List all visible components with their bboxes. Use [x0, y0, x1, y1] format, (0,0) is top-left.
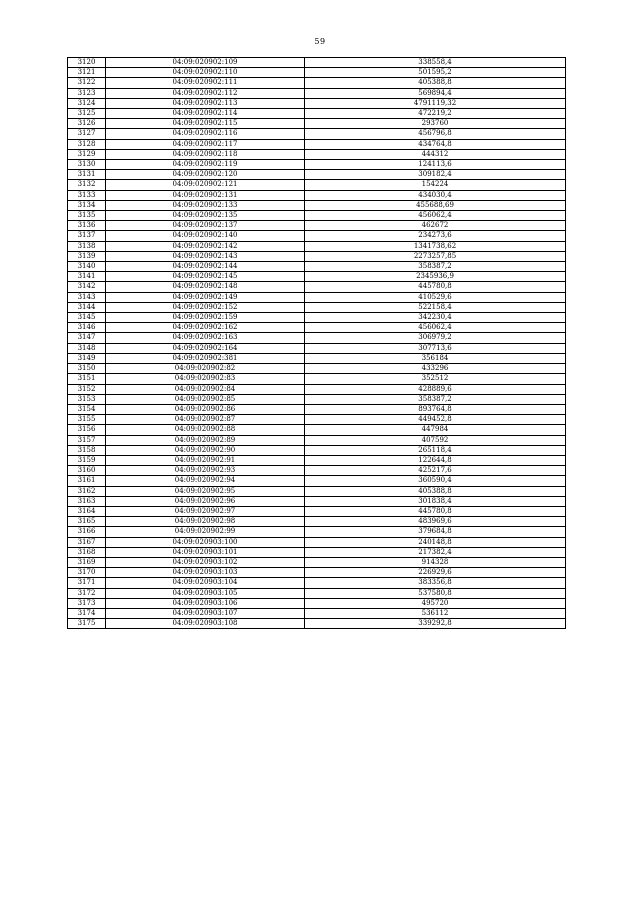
- cadastral-number-cell: 04:09:020903:107: [106, 608, 305, 618]
- value-cell: 217382,4: [305, 547, 566, 557]
- value-cell: 434764,8: [305, 139, 566, 149]
- value-cell: 293760: [305, 119, 566, 129]
- cadastral-number-cell: 04:09:020902:149: [106, 292, 305, 302]
- row-index-cell: 3149: [68, 353, 106, 363]
- row-index-cell: 3128: [68, 139, 106, 149]
- table-row: [68, 170, 566, 180]
- value-cell: 425217,6: [305, 466, 566, 476]
- table-row: [68, 58, 566, 68]
- row-index-cell: 3152: [68, 384, 106, 394]
- row-index-cell: 3130: [68, 160, 106, 170]
- value-cell: 240148,8: [305, 537, 566, 547]
- table-row: [68, 517, 566, 527]
- table-row: [68, 496, 566, 506]
- cadastral-number-cell: 04:09:020902:110: [106, 68, 305, 78]
- value-cell: 383356,8: [305, 578, 566, 588]
- row-index-cell: 3134: [68, 200, 106, 210]
- row-index-cell: 3139: [68, 251, 106, 261]
- value-cell: 309182,4: [305, 170, 566, 180]
- table-row: [68, 98, 566, 108]
- row-index-cell: 3150: [68, 364, 106, 374]
- table-row: [68, 353, 566, 363]
- table-row: [68, 404, 566, 414]
- cadastral-number-cell: 04:09:020902:131: [106, 190, 305, 200]
- table-row: [68, 139, 566, 149]
- table-row: [68, 435, 566, 445]
- row-index-cell: 3164: [68, 506, 106, 516]
- value-cell: 154224: [305, 180, 566, 190]
- table-row: [68, 333, 566, 343]
- cadastral-number-cell: 04:09:020902:91: [106, 455, 305, 465]
- cadastral-number-cell: 04:09:020902:109: [106, 58, 305, 68]
- cadastral-number-cell: 04:09:020902:162: [106, 323, 305, 333]
- cadastral-number-cell: 04:09:020902:111: [106, 78, 305, 88]
- cadastral-number-cell: 04:09:020902:164: [106, 343, 305, 353]
- table-row: [68, 221, 566, 231]
- row-index-cell: 3124: [68, 98, 106, 108]
- cadastral-number-cell: 04:09:020902:135: [106, 211, 305, 221]
- value-cell: 445780,8: [305, 506, 566, 516]
- table-row: [68, 394, 566, 404]
- value-cell: 472219,2: [305, 109, 566, 119]
- table-row: [68, 425, 566, 435]
- row-index-cell: 3158: [68, 445, 106, 455]
- row-index-cell: 3156: [68, 425, 106, 435]
- row-index-cell: 3133: [68, 190, 106, 200]
- value-cell: 456062,4: [305, 323, 566, 333]
- cadastral-number-cell: 04:09:020902:98: [106, 517, 305, 527]
- row-index-cell: 3121: [68, 68, 106, 78]
- value-cell: 4791119,32: [305, 98, 566, 108]
- table-row: [68, 180, 566, 190]
- cadastral-number-cell: 04:09:020903:100: [106, 537, 305, 547]
- table-row: [68, 578, 566, 588]
- table-row: [68, 343, 566, 353]
- table-row: [68, 466, 566, 476]
- row-index-cell: 3160: [68, 466, 106, 476]
- row-index-cell: 3141: [68, 272, 106, 282]
- value-cell: 342230,4: [305, 313, 566, 323]
- table-row: [68, 415, 566, 425]
- row-index-cell: 3147: [68, 333, 106, 343]
- value-cell: 447984: [305, 425, 566, 435]
- cadastral-number-cell: 04:09:020903:102: [106, 557, 305, 567]
- table-row: [68, 598, 566, 608]
- cadastral-number-cell: 04:09:020902:116: [106, 129, 305, 139]
- value-cell: 2273257,85: [305, 251, 566, 261]
- cadastral-number-cell: 04:09:020903:108: [106, 619, 305, 629]
- value-cell: 410529,6: [305, 292, 566, 302]
- value-cell: 914328: [305, 557, 566, 567]
- row-index-cell: 3170: [68, 568, 106, 578]
- value-cell: 462672: [305, 221, 566, 231]
- row-index-cell: 3155: [68, 415, 106, 425]
- row-index-cell: 3122: [68, 78, 106, 88]
- table-row: [68, 557, 566, 567]
- cadastral-number-cell: 04:09:020902:137: [106, 221, 305, 231]
- table-row: [68, 619, 566, 629]
- cadastral-number-cell: 04:09:020902:90: [106, 445, 305, 455]
- row-index-cell: 3146: [68, 323, 106, 333]
- table-row: [68, 313, 566, 323]
- value-cell: 449452,8: [305, 415, 566, 425]
- row-index-cell: 3136: [68, 221, 106, 231]
- table-row: [68, 568, 566, 578]
- table-row: [68, 292, 566, 302]
- table-row: [68, 160, 566, 170]
- value-cell: 122644,8: [305, 455, 566, 465]
- registry-table: [67, 57, 566, 629]
- cadastral-number-cell: 04:09:020902:140: [106, 231, 305, 241]
- value-cell: 428889,6: [305, 384, 566, 394]
- row-index-cell: 3132: [68, 180, 106, 190]
- table-row: [68, 251, 566, 261]
- value-cell: 301838,4: [305, 496, 566, 506]
- cadastral-number-cell: 04:09:020902:82: [106, 364, 305, 374]
- value-cell: 405388,8: [305, 486, 566, 496]
- table-row: [68, 119, 566, 129]
- cadastral-number-cell: 04:09:020902:96: [106, 496, 305, 506]
- table-row: [68, 88, 566, 98]
- row-index-cell: 3168: [68, 547, 106, 557]
- row-index-cell: 3157: [68, 435, 106, 445]
- table-row: [68, 262, 566, 272]
- cadastral-number-cell: 04:09:020902:114: [106, 109, 305, 119]
- row-index-cell: 3171: [68, 578, 106, 588]
- table-row: [68, 211, 566, 221]
- table-row: [68, 506, 566, 516]
- cadastral-number-cell: 04:09:020902:152: [106, 302, 305, 312]
- table-row: [68, 547, 566, 557]
- row-index-cell: 3126: [68, 119, 106, 129]
- cadastral-number-cell: 04:09:020902:89: [106, 435, 305, 445]
- row-index-cell: 3138: [68, 241, 106, 251]
- cadastral-number-cell: 04:09:020902:159: [106, 313, 305, 323]
- row-index-cell: 3123: [68, 88, 106, 98]
- value-cell: 405388,8: [305, 78, 566, 88]
- row-index-cell: 3135: [68, 211, 106, 221]
- value-cell: 483969,6: [305, 517, 566, 527]
- value-cell: 379684,8: [305, 527, 566, 537]
- cadastral-number-cell: 04:09:020902:133: [106, 200, 305, 210]
- table-row: [68, 537, 566, 547]
- value-cell: 226929,6: [305, 568, 566, 578]
- value-cell: 234273,6: [305, 231, 566, 241]
- table-row: [68, 384, 566, 394]
- cadastral-number-cell: 04:09:020902:83: [106, 374, 305, 384]
- cadastral-number-cell: 04:09:020902:93: [106, 466, 305, 476]
- row-index-cell: 3166: [68, 527, 106, 537]
- cadastral-number-cell: 04:09:020902:143: [106, 251, 305, 261]
- cadastral-number-cell: 04:09:020902:87: [106, 415, 305, 425]
- row-index-cell: 3145: [68, 313, 106, 323]
- cadastral-number-cell: 04:09:020902:163: [106, 333, 305, 343]
- value-cell: 444312: [305, 149, 566, 159]
- cadastral-number-cell: 04:09:020902:117: [106, 139, 305, 149]
- cadastral-number-cell: 04:09:020903:103: [106, 568, 305, 578]
- row-index-cell: 3153: [68, 394, 106, 404]
- value-cell: 2345936,9: [305, 272, 566, 282]
- table-row: [68, 149, 566, 159]
- value-cell: 407592: [305, 435, 566, 445]
- value-cell: 339292,8: [305, 619, 566, 629]
- cadastral-number-cell: 04:09:020903:101: [106, 547, 305, 557]
- value-cell: 434030,4: [305, 190, 566, 200]
- row-index-cell: 3162: [68, 486, 106, 496]
- cadastral-number-cell: 04:09:020902:118: [106, 149, 305, 159]
- table-row: [68, 68, 566, 78]
- cadastral-number-cell: 04:09:020902:113: [106, 98, 305, 108]
- row-index-cell: 3161: [68, 476, 106, 486]
- value-cell: 569894,4: [305, 88, 566, 98]
- row-index-cell: 3167: [68, 537, 106, 547]
- value-cell: 536112: [305, 608, 566, 618]
- row-index-cell: 3144: [68, 302, 106, 312]
- cadastral-number-cell: 04:09:020902:121: [106, 180, 305, 190]
- cadastral-number-cell: 04:09:020902:97: [106, 506, 305, 516]
- value-cell: 352512: [305, 374, 566, 384]
- cadastral-number-cell: 04:09:020902:142: [106, 241, 305, 251]
- row-index-cell: 3175: [68, 619, 106, 629]
- table-row: [68, 486, 566, 496]
- value-cell: 338558,4: [305, 58, 566, 68]
- table-row: [68, 282, 566, 292]
- cadastral-number-cell: 04:09:020903:106: [106, 598, 305, 608]
- cadastral-number-cell: 04:09:020902:84: [106, 384, 305, 394]
- table-row: [68, 455, 566, 465]
- cadastral-number-cell: 04:09:020902:88: [106, 425, 305, 435]
- registry-table-body: [68, 58, 566, 629]
- cadastral-number-cell: 04:09:020902:144: [106, 262, 305, 272]
- table-row: [68, 241, 566, 251]
- cadastral-number-cell: 04:09:020902:148: [106, 282, 305, 292]
- row-index-cell: 3143: [68, 292, 106, 302]
- table-row: [68, 231, 566, 241]
- value-cell: 124113,6: [305, 160, 566, 170]
- value-cell: 537580,8: [305, 588, 566, 598]
- cadastral-number-cell: 04:09:020902:381: [106, 353, 305, 363]
- row-index-cell: 3120: [68, 58, 106, 68]
- value-cell: 265118,4: [305, 445, 566, 455]
- row-index-cell: 3140: [68, 262, 106, 272]
- row-index-cell: 3125: [68, 109, 106, 119]
- row-index-cell: 3159: [68, 455, 106, 465]
- table-row: [68, 527, 566, 537]
- value-cell: 1341738,62: [305, 241, 566, 251]
- value-cell: 893764,8: [305, 404, 566, 414]
- value-cell: 358387,2: [305, 262, 566, 272]
- row-index-cell: 3131: [68, 170, 106, 180]
- table-row: [68, 272, 566, 282]
- table-row: [68, 588, 566, 598]
- table-row: [68, 200, 566, 210]
- row-index-cell: 3148: [68, 343, 106, 353]
- cadastral-number-cell: 04:09:020903:105: [106, 588, 305, 598]
- row-index-cell: 3129: [68, 149, 106, 159]
- cadastral-number-cell: 04:09:020902:115: [106, 119, 305, 129]
- table-row: [68, 109, 566, 119]
- row-index-cell: 3137: [68, 231, 106, 241]
- cadastral-number-cell: 04:09:020903:104: [106, 578, 305, 588]
- row-index-cell: 3127: [68, 129, 106, 139]
- value-cell: 360590,4: [305, 476, 566, 486]
- cadastral-number-cell: 04:09:020902:94: [106, 476, 305, 486]
- row-index-cell: 3172: [68, 588, 106, 598]
- table-row: [68, 302, 566, 312]
- row-index-cell: 3173: [68, 598, 106, 608]
- cadastral-number-cell: 04:09:020902:99: [106, 527, 305, 537]
- value-cell: 445780,8: [305, 282, 566, 292]
- table-row: [68, 374, 566, 384]
- value-cell: 456796,8: [305, 129, 566, 139]
- table-row: [68, 129, 566, 139]
- cadastral-number-cell: 04:09:020902:120: [106, 170, 305, 180]
- value-cell: 433296: [305, 364, 566, 374]
- table-row: [68, 364, 566, 374]
- value-cell: 356184: [305, 353, 566, 363]
- page-number: 59: [314, 37, 326, 46]
- value-cell: 455688,69: [305, 200, 566, 210]
- cadastral-number-cell: 04:09:020902:85: [106, 394, 305, 404]
- row-index-cell: 3165: [68, 517, 106, 527]
- value-cell: 306979,2: [305, 333, 566, 343]
- row-index-cell: 3142: [68, 282, 106, 292]
- table-row: [68, 323, 566, 333]
- table-row: [68, 445, 566, 455]
- row-index-cell: 3154: [68, 404, 106, 414]
- cadastral-number-cell: 04:09:020902:119: [106, 160, 305, 170]
- row-index-cell: 3169: [68, 557, 106, 567]
- value-cell: 358387,2: [305, 394, 566, 404]
- value-cell: 495720: [305, 598, 566, 608]
- cadastral-number-cell: 04:09:020902:86: [106, 404, 305, 414]
- table-row: [68, 190, 566, 200]
- value-cell: 501595,2: [305, 68, 566, 78]
- row-index-cell: 3151: [68, 374, 106, 384]
- cadastral-number-cell: 04:09:020902:112: [106, 88, 305, 98]
- table-row: [68, 78, 566, 88]
- cadastral-number-cell: 04:09:020902:145: [106, 272, 305, 282]
- value-cell: 307713,6: [305, 343, 566, 353]
- table-row: [68, 476, 566, 486]
- value-cell: 522158,4: [305, 302, 566, 312]
- row-index-cell: 3174: [68, 608, 106, 618]
- value-cell: 456062,4: [305, 211, 566, 221]
- row-index-cell: 3163: [68, 496, 106, 506]
- cadastral-number-cell: 04:09:020902:95: [106, 486, 305, 496]
- table-row: [68, 608, 566, 618]
